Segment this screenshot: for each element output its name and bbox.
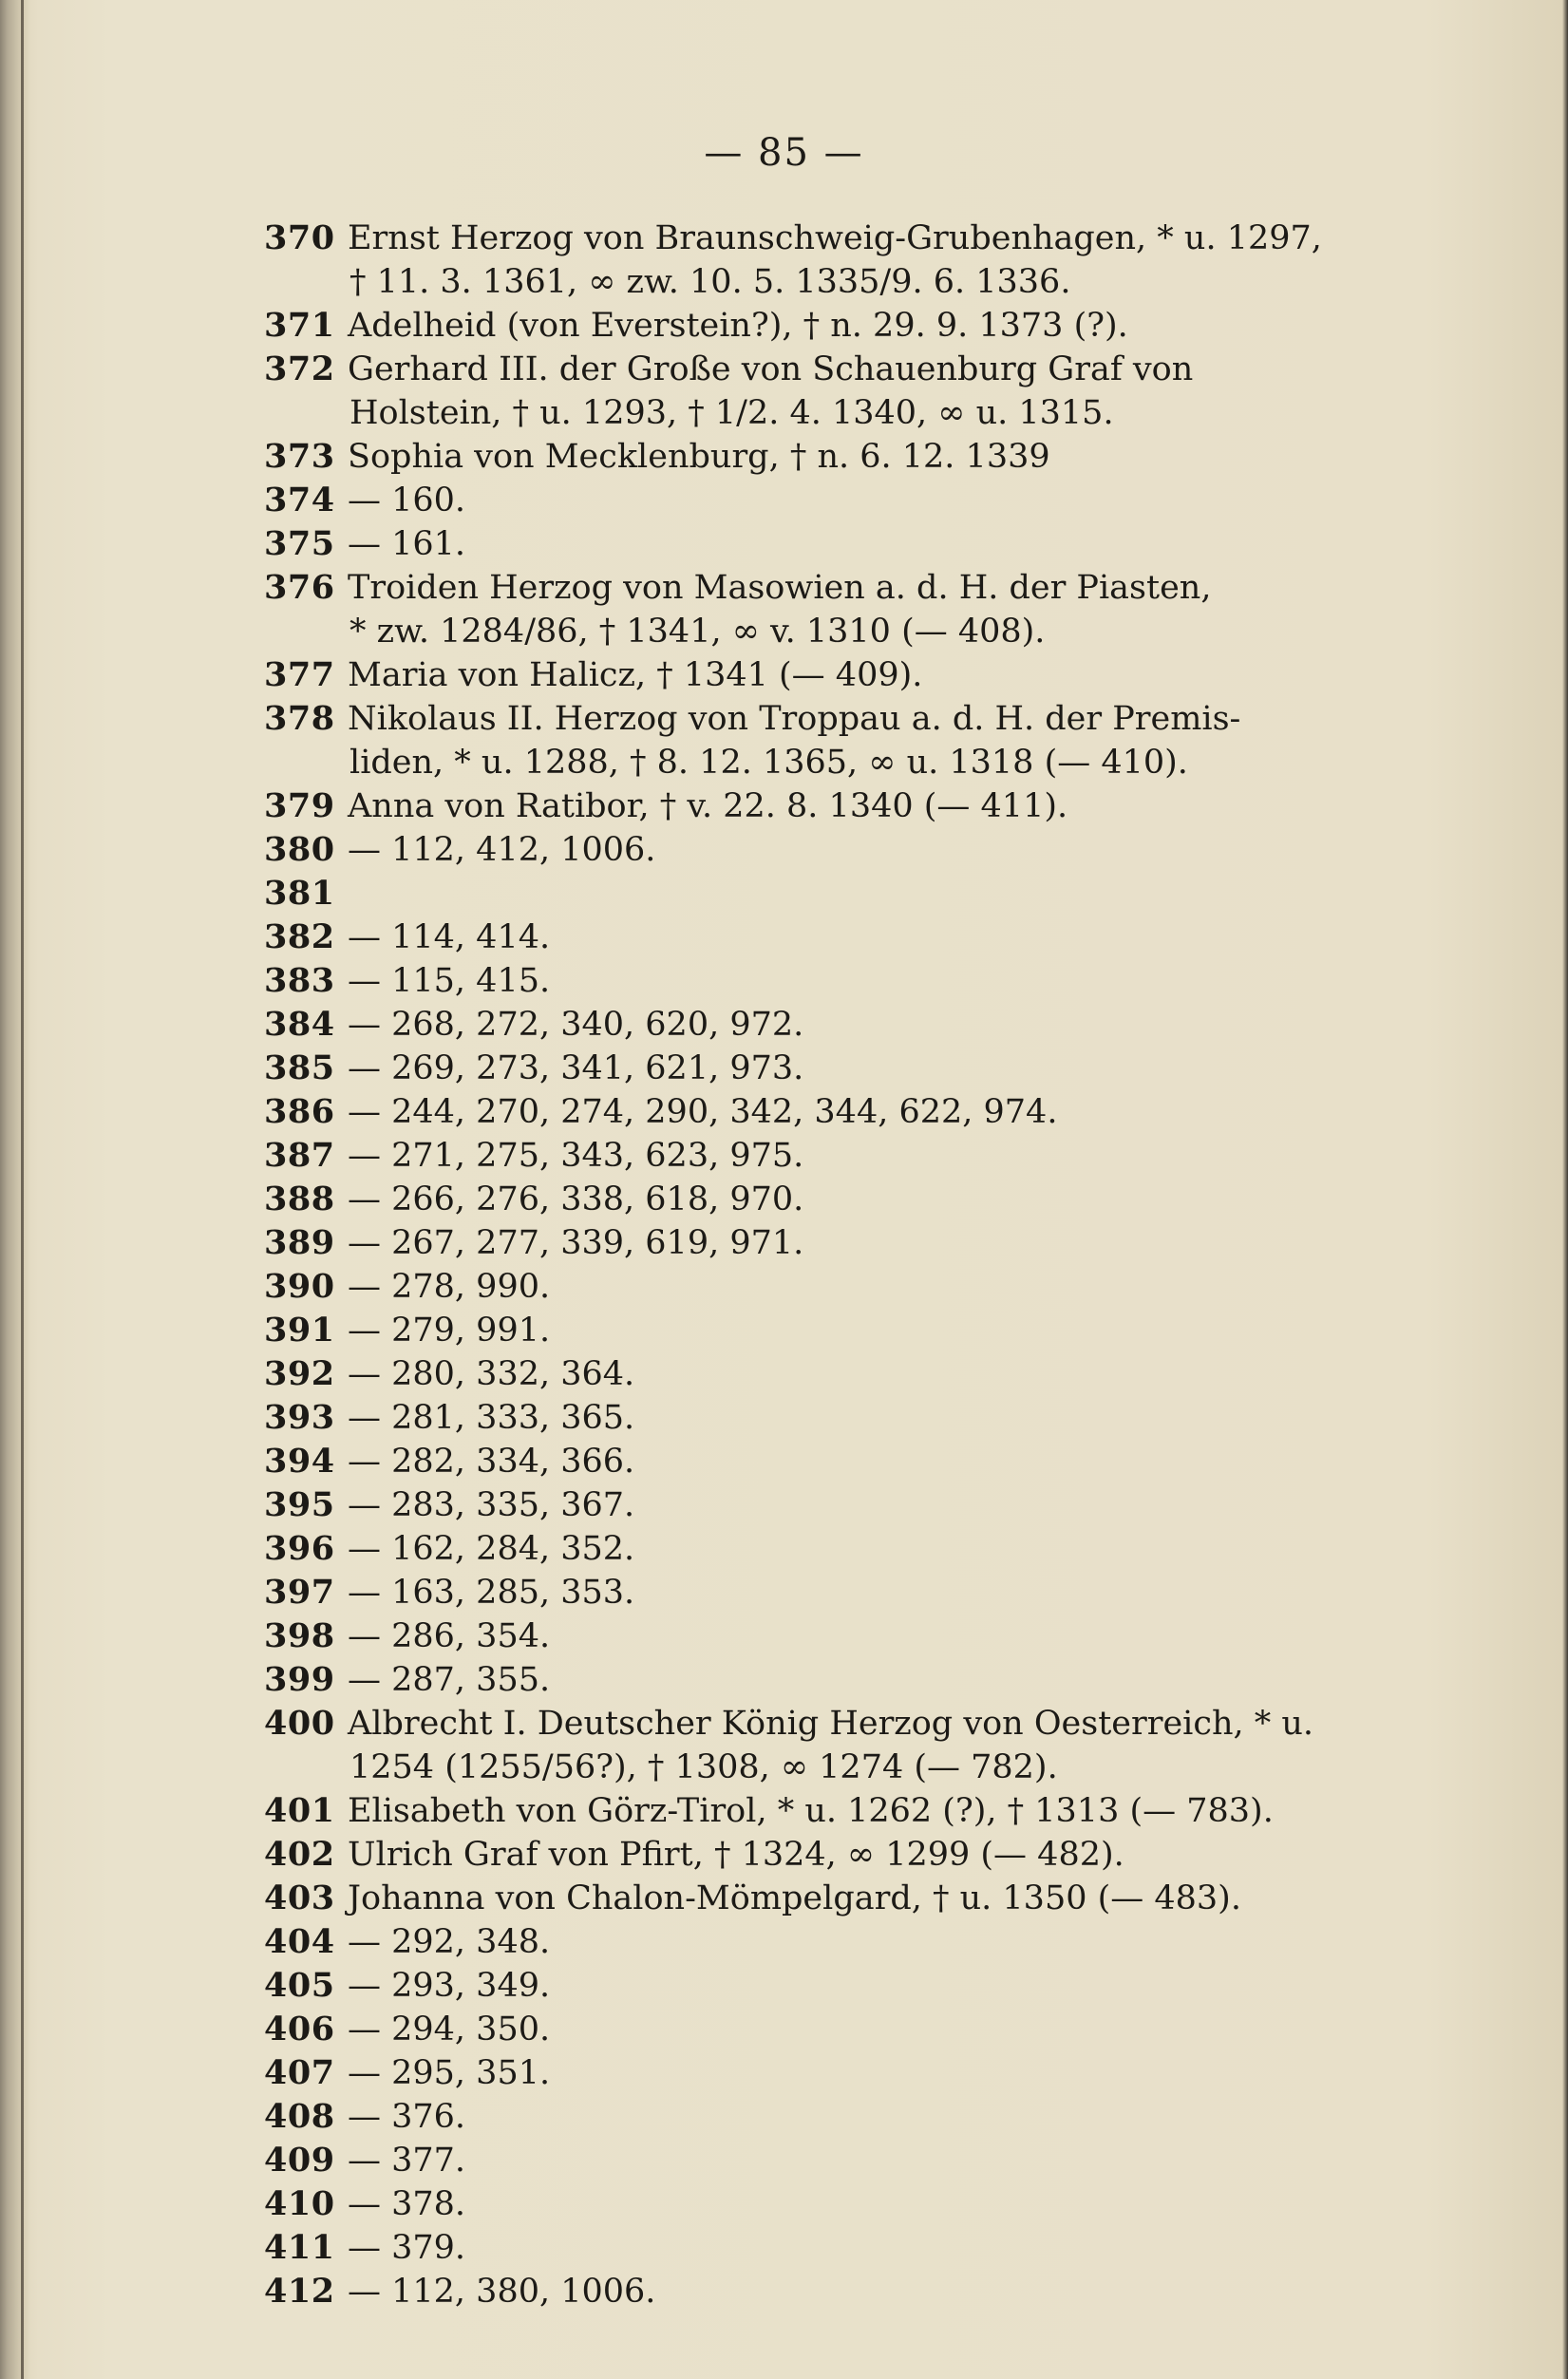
entry-number: 373 <box>264 437 335 476</box>
entry-text: — 266, 276, 338, 618, 970. <box>348 1180 804 1218</box>
entry-number: 393 <box>264 1398 335 1437</box>
entry-number: 410 <box>264 2184 335 2223</box>
entry-text: — 280, 332, 364. <box>348 1355 635 1393</box>
entry-number: 379 <box>264 786 335 825</box>
entry-text: Ulrich Graf von Pfirt, † 1324, ∞ 1299 (— 482). <box>348 1836 1124 1874</box>
entry-number: 407 <box>264 2053 335 2092</box>
page-number: — 85 — <box>704 131 864 175</box>
entry-number: 396 <box>264 1529 335 1568</box>
entry-continuation-text: 1254 (1255/56?), † 1308, ∞ 1274 (— 782). <box>349 1748 1058 1786</box>
entry-number: 404 <box>264 1922 335 1961</box>
entry-number: 384 <box>264 1005 335 1044</box>
entry-text: — 278, 990. <box>348 1268 551 1306</box>
entry-number: 388 <box>264 1180 335 1218</box>
entry-number: 380 <box>264 830 335 869</box>
entry-continuation-text: Holstein, † u. 1293, † 1/2. 4. 1340, ∞ u. 1315. <box>349 394 1114 432</box>
entry-text: — 281, 333, 365. <box>348 1399 635 1437</box>
entry-text: — 267, 277, 339, 619, 971. <box>348 1224 804 1262</box>
entry-number: 392 <box>264 1354 335 1393</box>
entry-text: Johanna von Chalon-Mömpelgard, † u. 1350 (— 483). <box>348 1879 1241 1917</box>
entry-number: 372 <box>264 349 335 388</box>
entry-text: — 162, 284, 352. <box>348 1530 635 1568</box>
entry-text: Albrecht I. Deutscher König Herzog von Oesterreich, * u. <box>348 1705 1314 1743</box>
entry-number: 389 <box>264 1223 335 1262</box>
entry-number: 400 <box>264 1704 335 1743</box>
entry-text: Elisabeth von Görz-Tirol, * u. 1262 (?), † 1313 (— 783). <box>348 1792 1274 1830</box>
entry-text: Ernst Herzog von Braunschweig-Grubenhagen, * u. 1297, <box>348 219 1322 257</box>
entry-text: — 292, 348. <box>348 1923 551 1961</box>
entry-text: — 114, 414. <box>348 918 551 956</box>
entry-text: Troiden Herzog von Masowien a. d. H. der Piasten, <box>348 569 1212 607</box>
entry-number: 411 <box>264 2228 335 2267</box>
entry-number: 395 <box>264 1485 335 1524</box>
entry-text: — 282, 334, 366. <box>348 1443 635 1481</box>
entry-number: 397 <box>264 1573 335 1612</box>
entry-number: 408 <box>264 2097 335 2136</box>
entry-text: Nikolaus II. Herzog von Troppau a. d. H. der Premis- <box>348 700 1241 738</box>
entry-number: 387 <box>264 1136 335 1175</box>
entry-text: — 244, 270, 274, 290, 342, 344, 622, 974. <box>348 1093 1058 1131</box>
entry-text: — 112, 380, 1006. <box>348 2273 656 2311</box>
entry-number: 383 <box>264 961 335 1000</box>
entry-number: 394 <box>264 1442 335 1481</box>
entry-text: Gerhard III. der Große von Schauenburg Graf von <box>348 350 1194 388</box>
entry-number: 374 <box>264 481 335 519</box>
entry-text: Maria von Halicz, † 1341 (— 409). <box>348 656 923 694</box>
entry-text: — 286, 354. <box>348 1617 551 1655</box>
entry-text: — 271, 275, 343, 623, 975. <box>348 1137 804 1175</box>
entry-text: — 378. <box>348 2185 466 2223</box>
entry-text: — 293, 349. <box>348 1967 551 2005</box>
entry-continuation-text: liden, * u. 1288, † 8. 12. 1365, ∞ u. 1318 (— 410). <box>349 744 1188 782</box>
entry-text: — 377. <box>348 2142 466 2180</box>
entry-number: 385 <box>264 1048 335 1087</box>
entry-text: — 279, 991. <box>348 1312 551 1350</box>
entry-text: — 115, 415. <box>348 962 551 1000</box>
entry-number: 377 <box>264 655 335 694</box>
entry-text: — 160. <box>348 481 466 519</box>
entry-number: 398 <box>264 1616 335 1655</box>
entry-number: 378 <box>264 699 335 738</box>
entry-text: — 379. <box>348 2229 466 2267</box>
entry-continuation-text: * zw. 1284/86, † 1341, ∞ v. 1310 (— 408). <box>349 613 1046 651</box>
entry-number: 386 <box>264 1092 335 1131</box>
entry-text: — 268, 272, 340, 620, 972. <box>348 1006 804 1044</box>
entry-number: 405 <box>264 1966 335 2005</box>
entry-text: — 112, 412, 1006. <box>348 831 656 869</box>
entry-number: 399 <box>264 1660 335 1699</box>
entry-number: 409 <box>264 2141 335 2180</box>
entry-number: 390 <box>264 1267 335 1306</box>
entry-number: 412 <box>264 2272 335 2311</box>
entry-text: — 283, 335, 367. <box>348 1486 635 1524</box>
entry-text: — 294, 350. <box>348 2011 551 2049</box>
entry-number: 403 <box>264 1879 335 1917</box>
entry-number: 391 <box>264 1311 335 1350</box>
entry-number: 375 <box>264 524 335 563</box>
entry-text: — 295, 351. <box>348 2054 551 2092</box>
entry-text: — 161. <box>348 525 466 563</box>
entry-number: 381 <box>264 874 335 913</box>
entry-number: 402 <box>264 1835 335 1874</box>
entry-text: — 163, 285, 353. <box>348 1574 635 1612</box>
entry-text: Adelheid (von Everstein?), † n. 29. 9. 1373 (?). <box>348 307 1128 345</box>
entry-text: — 376. <box>348 2098 466 2136</box>
entry-number: 370 <box>264 218 335 257</box>
entry-text: — 269, 273, 341, 621, 973. <box>348 1049 804 1087</box>
entry-text: Sophia von Mecklenburg, † n. 6. 12. 1339 <box>348 438 1050 476</box>
entry-number: 376 <box>264 568 335 607</box>
entry-text: — 287, 355. <box>348 1661 551 1699</box>
entry-continuation-text: † 11. 3. 1361, ∞ zw. 10. 5. 1335/9. 6. 1336. <box>349 263 1071 301</box>
entry-number: 406 <box>264 2010 335 2049</box>
entry-number: 382 <box>264 917 335 956</box>
entry-number: 401 <box>264 1791 335 1830</box>
entry-text: Anna von Ratibor, † v. 22. 8. 1340 (— 411). <box>348 787 1068 825</box>
entry-number: 371 <box>264 306 335 345</box>
